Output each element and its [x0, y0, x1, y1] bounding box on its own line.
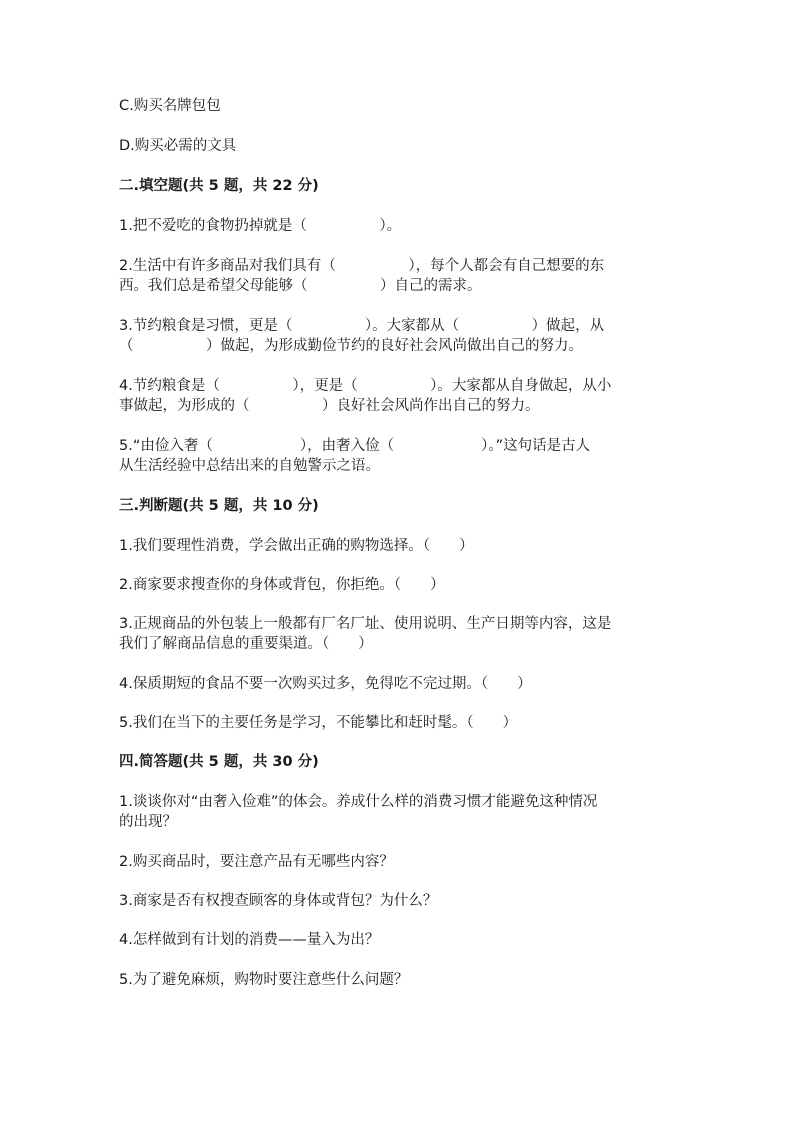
fill-blank-q4-line2: 事做起，为形成的（ ）良好社会风尚作出自己的努力。 — [119, 398, 540, 414]
fill-blank-q5-line2: 从生活经验中总结出来的自勉警示之语。 — [119, 458, 380, 474]
section-heading-fill-blank: 二.填空题(共 5 题，共 22 分) — [119, 178, 319, 194]
true-false-q3-line2: 我们了解商品信息的重要渠道。（ ） — [119, 636, 373, 652]
section-heading-short-answer: 四.简答题(共 5 题，共 30 分) — [119, 754, 319, 770]
fill-blank-q1: 1.把不爱吃的食物扔掉就是（ ）。 — [119, 218, 402, 234]
short-answer-q2: 2.购买商品时，要注意产品有无哪些内容？ — [119, 854, 394, 870]
fill-blank-q5-line1: 5.“由俭入奢（ ），由奢入俭（ ）。”这句话是古人 — [119, 438, 591, 454]
option-c: C.购买名牌包包 — [119, 98, 221, 114]
short-answer-q1-line1: 1.谈谈你对“由奢入俭难”的体会。养成什么样的消费习惯才能避免这种情况 — [119, 794, 598, 810]
option-d: D.购买必需的文具 — [119, 138, 237, 154]
fill-blank-q3-line2: （ ）做起，为形成勤俭节约的良好社会风尚做出自己的努力。 — [119, 338, 583, 354]
true-false-q2: 2.商家要求搜查你的身体或背包，你拒绝。（ ） — [119, 577, 445, 593]
short-answer-q4: 4.怎样做到有计划的消费——量入为出？ — [119, 932, 380, 948]
fill-blank-q3-line1: 3.节约粮食是习惯，更是（ ）。大家都从（ ）做起，从 — [119, 318, 605, 334]
true-false-q5: 5.我们在当下的主要任务是学习，不能攀比和赶时髦。（ ） — [119, 715, 518, 731]
fill-blank-q4-line1: 4.节约粮食是（ ），更是（ ）。大家都从自身做起，从小 — [119, 378, 612, 394]
short-answer-q5: 5.为了避免麻烦，购物时要注意些什么问题？ — [119, 972, 409, 988]
true-false-q4: 4.保质期短的食品不要一次购买过多，免得吃不完过期。（ ） — [119, 676, 532, 692]
fill-blank-q2-line2: 西。我们总是希望父母能够（ ）自己的需求。 — [119, 278, 482, 294]
fill-blank-q2-line1: 2.生活中有许多商品对我们具有（ ），每个人都会有自己想要的东 — [119, 258, 605, 274]
short-answer-q1-line2: 的出现？ — [119, 814, 177, 830]
true-false-q3-line1: 3.正规商品的外包装上一般都有厂名厂址、使用说明、生产日期等内容，这是 — [119, 616, 612, 632]
true-false-q1: 1.我们要理性消费，学会做出正确的购物选择。（ ） — [119, 538, 474, 554]
section-heading-true-false: 三.判断题(共 5 题，共 10 分) — [119, 498, 319, 514]
short-answer-q3: 3.商家是否有权搜查顾客的身体或背包？为什么？ — [119, 893, 438, 909]
